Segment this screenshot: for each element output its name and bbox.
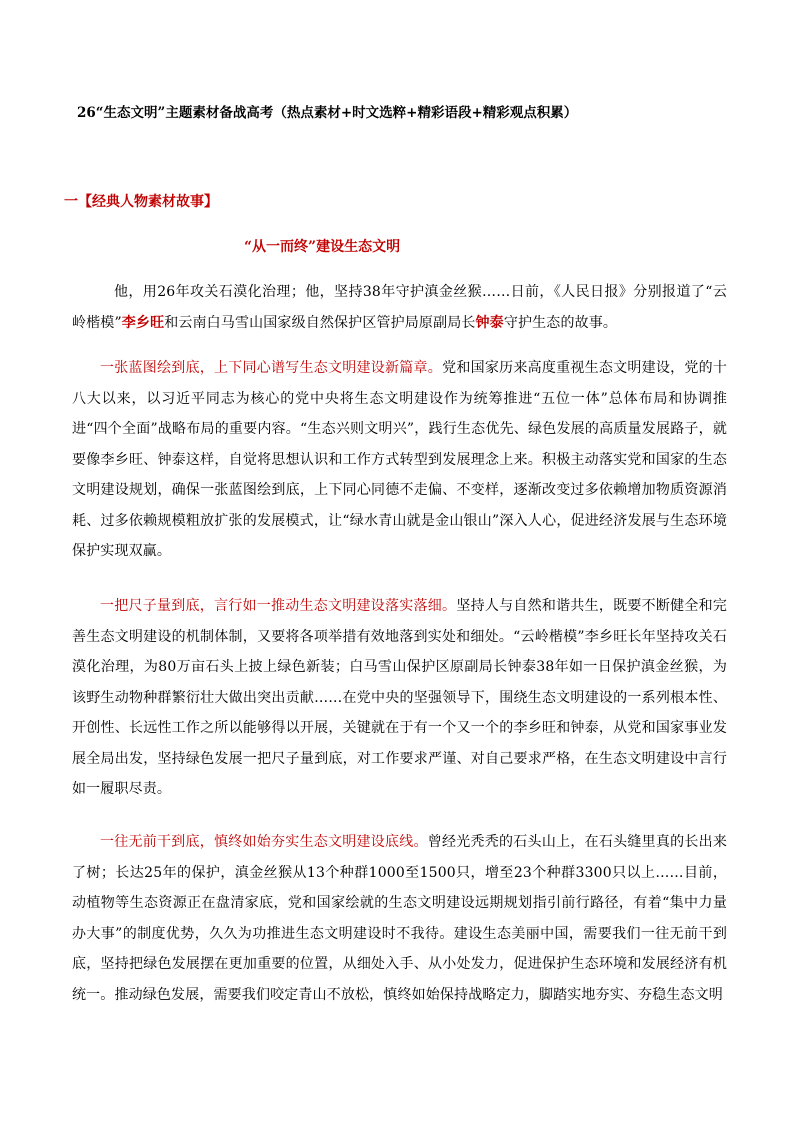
story-title: “从一而终”建设生态文明 bbox=[244, 239, 401, 255]
paragraph-text: 坚持人与自然和谐共生，既要不断健全和完善生态文明建设的机制体制，又要将各项举措有效地落到实处和细处。“云岭楷模”李乡旺长年坚持攻关石漠化治理，为80万亩石头上披上绿色新装；白马雪山保护区原副局长钟泰38年如一日保护滇金丝猴，为该野生动物种群繁衍壮大做出突出贡献……在党中央的坚强领导下，围绕生态文明建设的一系列根本性、开创性、长远性工作之所以能够得以开展，关键就在于有一个又一个的李乡旺和钟泰，从党和国家事业发展全局出发，坚持绿色发展一把尺子量到底，对工作要求严谨、对自己要求严格，在生态文明建设中言行如一履职尽责。 bbox=[72, 598, 727, 797]
section-heading: 一【经典人物素材故事】 bbox=[64, 194, 218, 210]
paragraph-lead: 一往无前干到底，慎终如始夯实生态文明建设底线。 bbox=[100, 834, 428, 850]
person-name-zhong: 钟泰 bbox=[475, 314, 504, 331]
intro-text-2: 和云南白马雪山国家级自然保护区管护局原副局长 bbox=[164, 314, 476, 331]
paragraph-ruler bbox=[72, 591, 727, 805]
paragraph-intro bbox=[72, 277, 727, 338]
paragraph-text: 党和国家历来高度重视生态文明建设，党的十八大以来，以习近平同志为核心的党中央将生态文明建设作为统筹推进“五位一体”总体布局和协调推进“四个全面”战略布局的重要内容。“生态兴则文明兴”，践行生态优先、绿色发展的高质量发展路子，就要像李乡旺、钟泰这样，自觉将思想认识和工作方式转型到发展理念上来。积极主动落实党和国家的生态文明建设规划，确保一张蓝图绘到底，上下同心同德不走偏、不变样，逐渐改变过多依赖增加物质资源消耗、过多依赖规模粗放扩张的发展模式，让“绿水青山就是金山银山”深入人心，促进经济发展与生态环境保护实现双赢。 bbox=[72, 360, 728, 559]
paragraph-blueprint bbox=[72, 353, 727, 567]
paragraph-lead: 一把尺子量到底，言行如一推动生态文明建设落实落细。 bbox=[100, 598, 457, 614]
intro-text-3: 守护生态的故事。 bbox=[503, 314, 618, 331]
paragraph-text: 曾经光秃秃的石头山上，在石头缝里真的长出来了树；长达25年的保护，滇金丝猴从13个种群1000至1500只，增至23个种群3300只以上……目前，动植物等生态资源正在盘清家底，党和国家绘就的生态文明建设远期规划指引前行路径，有着“集中力量办大事”的制度优势，久久为功推进生态文明建设时不我待。建设生态美丽中国，需要我们一往无前干到底，坚持把绿色发展摆在更加重要的位置，从细处入手、从小处发力，促进保护生态环境和发展经济有机统一。推动绿色发展，需要我们咬定青山不放松，慎终如始保持战略定力，脚踏实地夯实、夯稳生态文明 bbox=[72, 834, 727, 1003]
paragraph-lead: 一张蓝图绘到底，上下同心谱写生态文明建设新篇章。 bbox=[100, 360, 443, 376]
person-name-li: 李乡旺 bbox=[121, 314, 165, 331]
intro-text-1: 他，用26年攻关石漠化治理；他，坚持38年守护滇金丝猴……日前，《人民日报》分别报道了“云岭楷模” bbox=[72, 284, 727, 331]
paragraph-forward bbox=[72, 827, 727, 1010]
document-title: 26“生态文明”主题素材备战高考（热点素材+时文选粹+精彩语段+精彩观点积累） bbox=[77, 105, 578, 121]
